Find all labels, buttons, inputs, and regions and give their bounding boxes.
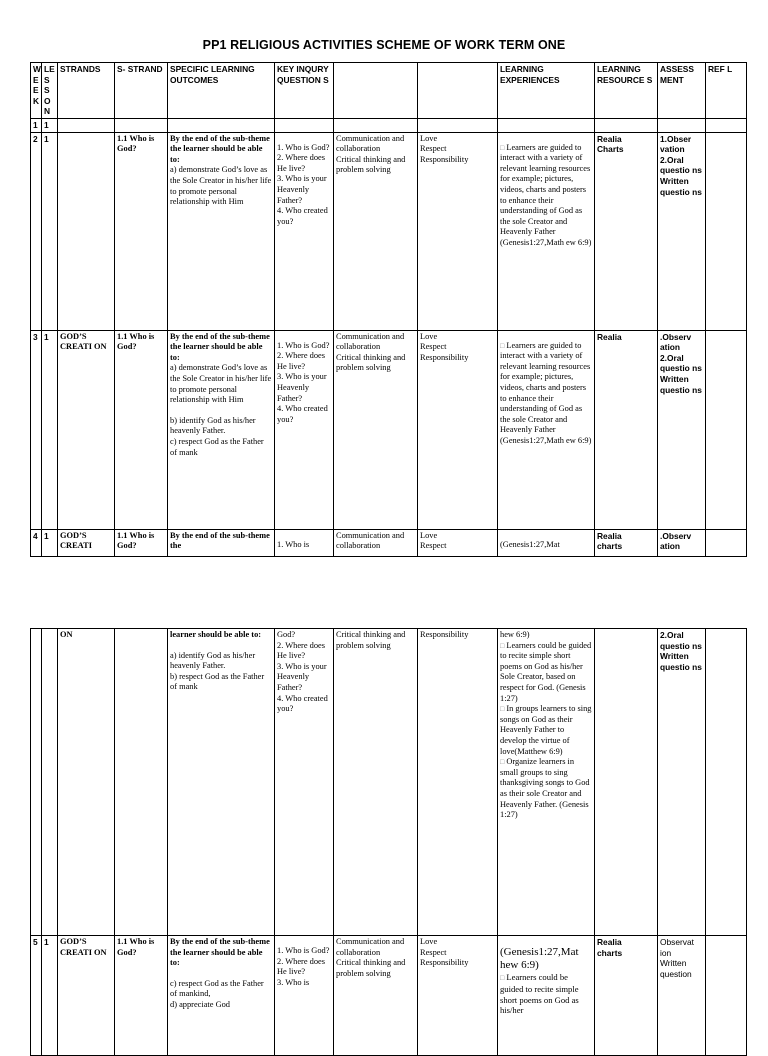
- assess-3: Written questio ns: [660, 175, 702, 197]
- slo-c: c) respect God as the Father of mank: [170, 436, 264, 457]
- cell-strand: GOD’S CREATI ON: [58, 936, 115, 1056]
- cell-kiq: [275, 629, 334, 936]
- kiq-1: God?: [277, 630, 296, 639]
- box-bullet-icon: □: [500, 758, 505, 767]
- cell-week: 4: [31, 529, 42, 556]
- header-lesson: LE SS O N: [42, 63, 58, 119]
- header-lr: LEARNING RESOURCE S: [595, 63, 658, 119]
- cell-competencies: [334, 132, 418, 330]
- kiq-4: 4. Who created you?: [277, 206, 328, 226]
- le-text-2: Learners could be guided to recite simple short poems on God as his/her Sole Creator, based on respect for God. (Genesis 1:27): [500, 640, 592, 703]
- kiq-4: 4. Who created you?: [277, 404, 328, 424]
- cell-week: 3: [31, 330, 42, 529]
- cell-values: [418, 330, 498, 529]
- table-row-week4: [31, 529, 747, 556]
- le-text: Learners are guided to interact with a variety of relevant learning resources for example; pictures, videos, charts and posters to enhance their understanding of God as the sole Creator and Heavenly Father (Genesis1:27,Math ew 6:9): [500, 340, 592, 445]
- slo-b: b) identify God as his/her heavenly Father.: [170, 415, 256, 436]
- cell-refl: [706, 330, 747, 529]
- slo-intro: By the end of the sub-theme the learner should be able to:: [170, 937, 270, 968]
- slo-b: b) respect God as the Father of mank: [170, 671, 265, 692]
- slo-intro: By the end of the sub-theme the learner should be able to:: [170, 133, 270, 164]
- cell-le: [498, 629, 595, 936]
- value-1: Love: [420, 133, 438, 143]
- header-assess: ASSESS MENT: [658, 63, 706, 119]
- cell-lesson: 1: [42, 118, 58, 132]
- slo-intro: learner should be able to:: [170, 630, 262, 639]
- kiq-1: 1. Who is God?: [277, 946, 330, 955]
- header-week: W E E K: [31, 63, 42, 119]
- kiq-2: 2. Where does He live?: [277, 640, 325, 661]
- table-row-week1: [31, 118, 747, 132]
- table-row-week2: [31, 132, 747, 330]
- box-bullet-icon: □: [500, 705, 505, 714]
- value-3: Responsibility: [420, 154, 469, 164]
- cell-lesson: 1: [42, 936, 58, 1056]
- cell-week: 5: [31, 936, 42, 1056]
- cell-strand: GOD’S CREATI ON: [58, 330, 115, 529]
- cell-week: 2: [31, 132, 42, 330]
- value-2: Respect: [420, 541, 447, 551]
- competency-2: Critical thinking and problem solving: [336, 958, 406, 978]
- box-bullet-icon: □: [500, 341, 505, 350]
- cell-slo: [168, 629, 275, 936]
- header-le: LEARNING EXPERIENCES: [498, 63, 595, 119]
- cell-kiq: 1. Who is: [275, 529, 334, 556]
- slo-d: d) appreciate God: [170, 999, 230, 1009]
- cell-lr: [595, 936, 658, 1056]
- lr-1: Realia: [597, 133, 622, 144]
- kiq-1: 1. Who is God?: [277, 142, 330, 152]
- assess-2: Written questio ns: [660, 651, 702, 672]
- cell-lr: [595, 629, 658, 936]
- box-bullet-icon: □: [500, 641, 505, 650]
- le-text-1: hew 6:9): [500, 630, 530, 639]
- header-row: [31, 63, 747, 119]
- kiq-3: 3. Who is your Heavenly Father?: [277, 174, 327, 205]
- value-1: Love: [420, 331, 438, 341]
- header-refl: REF L: [706, 63, 747, 119]
- value-3: Responsibility: [420, 958, 469, 968]
- lr-1: Realia: [597, 331, 622, 342]
- value-1: Love: [420, 937, 438, 946]
- cell-strand: GOD’S CREATI: [58, 529, 115, 556]
- cell-sstrand: 1.1 Who is God?: [115, 936, 168, 1056]
- kiq-4: 4. Who created you?: [277, 693, 328, 714]
- le-text-4: Organize learners in small groups to sing thanksgiving songs to God as their sole Creator and Heavenly Father. (Genesis 1:27): [500, 757, 590, 820]
- header-blank-2: [418, 63, 498, 119]
- kiq-2: 2. Where does He live?: [277, 351, 325, 371]
- assess-1: .Observ ation: [660, 331, 692, 353]
- cell-le: [498, 330, 595, 529]
- cell-lr: [595, 529, 658, 556]
- le-text: Learners are guided to interact with a variety of relevant learning resources for example; pictures, videos, charts and posters to enhance their understanding of God as the sole Creator and Heavenly Father (Genesis1:27,Math ew 6:9): [500, 142, 592, 247]
- cell-strand: ON: [58, 629, 115, 936]
- cell-assess: [658, 330, 706, 529]
- cell-kiq: [275, 936, 334, 1056]
- header-kiq: KEY INQURY QUESTION S: [275, 63, 334, 119]
- scheme-table-page2: [30, 628, 747, 1056]
- header-sstrand: S- STRAND: [115, 63, 168, 119]
- cell-refl: [706, 629, 747, 936]
- cell-values: [418, 936, 498, 1056]
- cell-sstrand: 1.1 Who is God?: [115, 330, 168, 529]
- cell-lesson: 1: [42, 529, 58, 556]
- assess-1: 1.Obser vation: [660, 133, 692, 155]
- kiq-3: 3. Who is your Heavenly Father?: [277, 661, 327, 692]
- cell-values: [418, 529, 498, 556]
- cell-competencies: [334, 936, 418, 1056]
- lr-2: charts: [597, 947, 623, 958]
- kiq-2: 2. Where does He live?: [277, 153, 325, 173]
- table-row-week5: [31, 936, 747, 1056]
- lr-2: Charts: [597, 144, 624, 155]
- cell-competencies: Critical thinking and problem solving: [334, 629, 418, 936]
- cell-assess: [658, 936, 706, 1056]
- header-strands: STRANDS: [58, 63, 115, 119]
- le-text-1: (Genesis1:27,Mat hew 6:9): [500, 946, 579, 971]
- header-blank-1: [334, 63, 418, 119]
- competency-1: Communication and collaboration: [336, 133, 405, 154]
- header-slo: SPECIFIC LEARNING OUTCOMES: [168, 63, 275, 119]
- cell-assess: [658, 132, 706, 330]
- kiq-2: 2. Where does He live?: [277, 956, 325, 977]
- cell-assess: [658, 529, 706, 556]
- cell-kiq: [275, 330, 334, 529]
- slo-intro: By the end of the sub-theme the learner should be able to:: [170, 331, 270, 362]
- assess-2: 2.Oral questio ns: [660, 154, 702, 176]
- cell-values: Responsibility: [418, 629, 498, 936]
- lr-1: Realia: [597, 937, 622, 947]
- cell-lesson: 1: [42, 132, 58, 330]
- cell-le: [498, 132, 595, 330]
- lr-1: Realia: [597, 530, 622, 541]
- cell-competencies: Communication and collaboration: [334, 529, 418, 556]
- cell-slo: [168, 330, 275, 529]
- cell-slo: By the end of the sub-theme the: [168, 529, 275, 556]
- le-text-2: Learners could be guided to recite simple short poems on God as his/her: [500, 972, 579, 1016]
- kiq-3: 3. Who is your Heavenly Father?: [277, 372, 327, 403]
- competency-2: Critical thinking and problem solving: [336, 154, 406, 175]
- le-text-3: In groups learners to sing songs on God as their Heavenly Father to develop the virtue of love(Matthew 6:9): [500, 704, 592, 756]
- cell-sstrand: 1.1 Who is God?: [115, 132, 168, 330]
- assess-2: Written question: [660, 958, 692, 979]
- slo-a: a) identify God as his/her heavenly Father.: [170, 650, 256, 671]
- assess-1: 2.Oral questio ns: [660, 630, 702, 651]
- scheme-table-page1: [30, 62, 747, 557]
- table-row-week3: [31, 330, 747, 529]
- lr-2: charts: [597, 541, 623, 552]
- cell-strand: [58, 132, 115, 330]
- assess-3: Written questio ns: [660, 373, 702, 395]
- cell-values: [418, 132, 498, 330]
- cell-lr: [595, 132, 658, 330]
- page-title: PP1 RELIGIOUS ACTIVITIES SCHEME OF WORK TERM ONE: [202, 38, 566, 52]
- competency-1: Communication and collaboration: [336, 937, 405, 957]
- competency-2: Critical thinking and problem solving: [336, 352, 406, 373]
- value-1: Love: [420, 530, 438, 540]
- cell-refl: [706, 936, 747, 1056]
- cell-assess: [658, 629, 706, 936]
- cell-competencies: [334, 330, 418, 529]
- value-3: Responsibility: [420, 352, 469, 362]
- cell-sstrand: 1.1 Who is God?: [115, 529, 168, 556]
- cell-lesson: 1: [42, 330, 58, 529]
- box-bullet-icon: □: [500, 974, 505, 982]
- cell-kiq: [275, 132, 334, 330]
- table-row-week4-continued: [31, 629, 747, 936]
- assess-1: .Observ: [660, 530, 692, 541]
- value-2: Respect: [420, 144, 447, 154]
- cell-slo: [168, 936, 275, 1056]
- cell-refl: [706, 529, 747, 556]
- value-2: Respect: [420, 342, 447, 352]
- cell-lr: [595, 330, 658, 529]
- slo-c: c) respect God as the Father of mankind,: [170, 978, 264, 999]
- kiq-3: 3. Who is: [277, 977, 310, 987]
- competency-1: Communication and collaboration: [336, 331, 405, 352]
- cell-slo: [168, 132, 275, 330]
- slo-a: a) demonstrate God’s love as the Sole Creator in his/her life to promote personal relationship with Him: [170, 165, 272, 207]
- value-2: Respect: [420, 947, 447, 957]
- cell-week: 1: [31, 118, 42, 132]
- assess-2: ation: [660, 541, 681, 552]
- slo-a: a) demonstrate God’s love as the Sole Creator in his/her life to promote personal relationship with Him: [170, 363, 272, 405]
- box-bullet-icon: □: [500, 143, 505, 152]
- assess-1: Observat ion: [660, 937, 694, 958]
- cell-le: (Genesis1:27,Mat: [498, 529, 595, 556]
- cell-refl: [706, 132, 747, 330]
- cell-le: [498, 936, 595, 1056]
- assess-2: 2.Oral questio ns: [660, 352, 702, 374]
- kiq-1: 1. Who is God?: [277, 340, 330, 350]
